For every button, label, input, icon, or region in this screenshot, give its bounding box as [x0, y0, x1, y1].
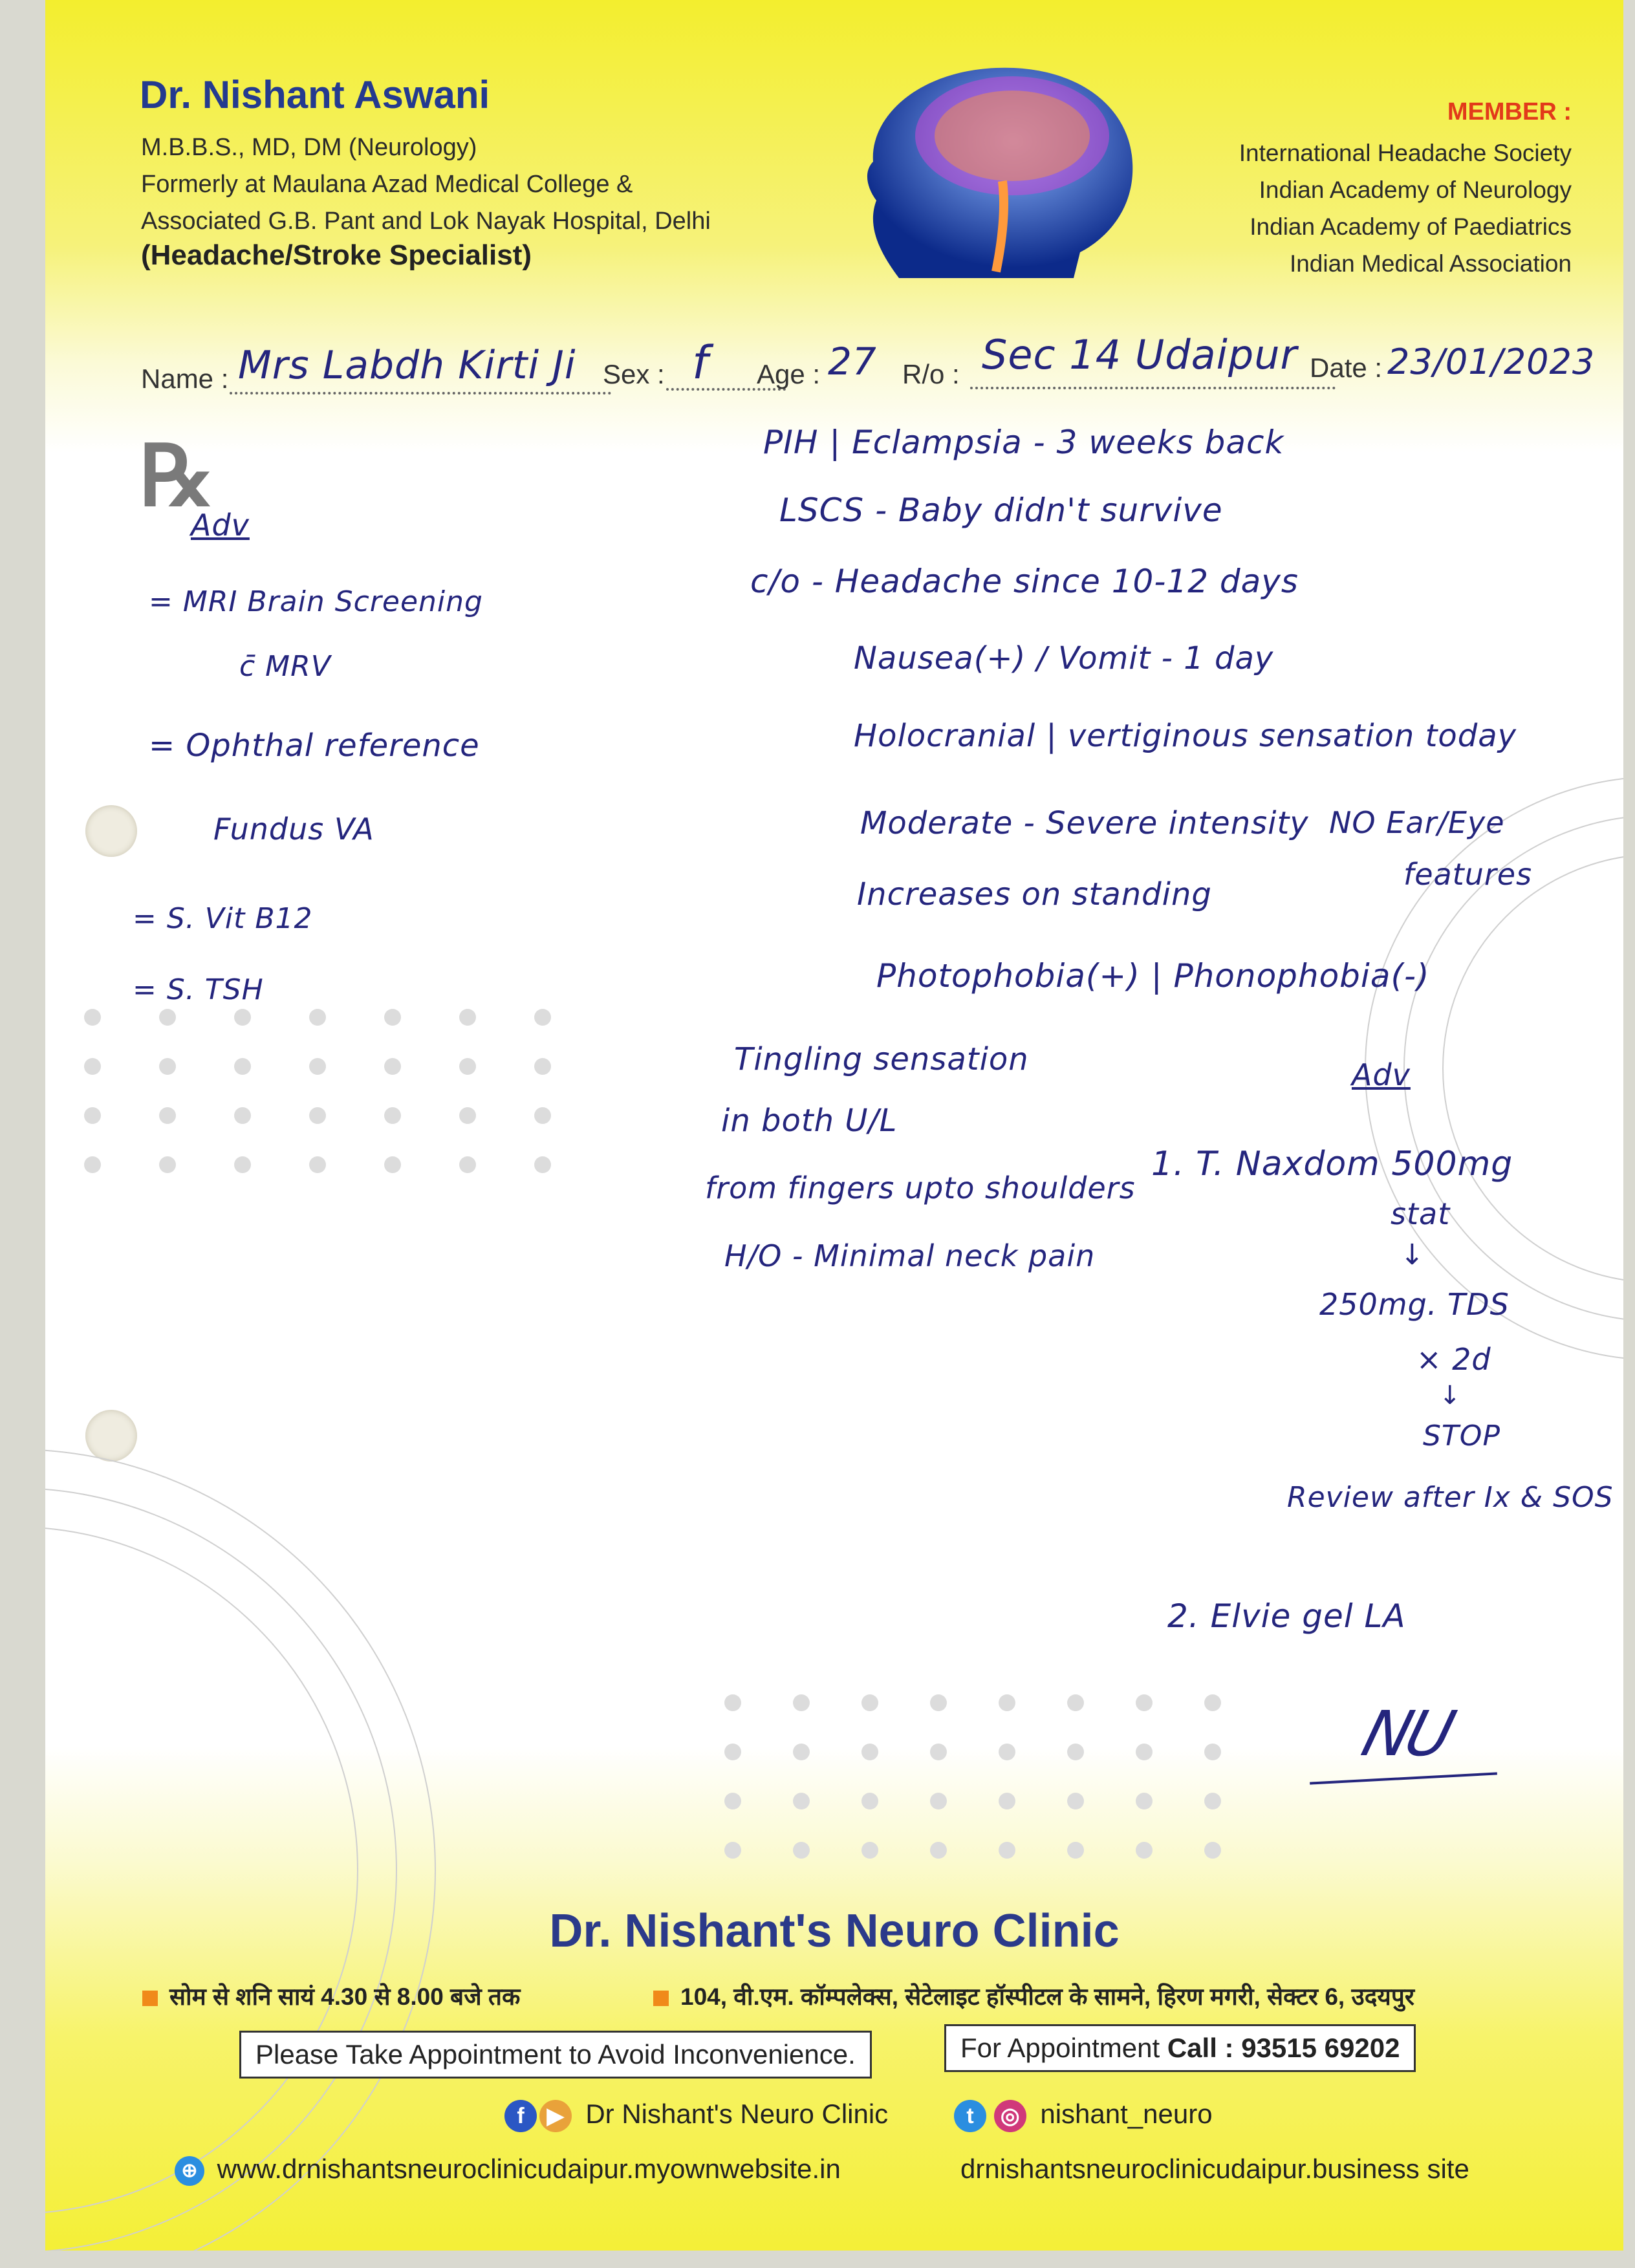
history-line: LSCS - Baby didn't survive [779, 491, 1223, 529]
call-box [944, 2024, 1416, 2072]
patient-residence: Sec 14 Udaipur [982, 331, 1297, 378]
treatment-line: 1. T. Naxdom 500mg [1151, 1145, 1513, 1183]
membership-item: Indian Medical Association [1289, 250, 1572, 277]
date-label: Date : [1310, 352, 1383, 383]
punch-hole-top [85, 805, 137, 857]
treatment-heading: Adv [1352, 1057, 1411, 1092]
appointment-note-box: Please Take Appointment to Avoid Inconvenience. [239, 2031, 872, 2079]
treatment-line: × 2d [1416, 1342, 1491, 1377]
website-row-2 [960, 2154, 1469, 2185]
facebook-icon: f [504, 2100, 537, 2132]
membership-item: International Headache Society [1239, 140, 1572, 166]
history-line: Holocranial | vertiginous sensation today [854, 718, 1517, 754]
tingling-line: from fingers upto shoulders [705, 1171, 1136, 1205]
left-note: = MRI Brain Screening [149, 585, 483, 618]
facebook-name[interactable]: Dr Nishant's Neuro Clinic [585, 2099, 889, 2129]
youtube-icon: ▶ [539, 2100, 572, 2132]
history-line: c/o - Headache since 10-12 days [750, 563, 1299, 600]
patient-name: Mrs Labdh Kirti Ji [238, 343, 576, 388]
membership-list [1239, 135, 1572, 282]
call-number: Call : 93515 69202 [1167, 2033, 1400, 2063]
side-note: features [1403, 857, 1533, 892]
patient-age: 27 [828, 340, 877, 383]
decorative-dots-left [84, 1009, 551, 1173]
visit-date: 23/01/2023 [1387, 341, 1596, 382]
left-note: = S. TSH [133, 973, 264, 1006]
history-line: Nausea(+) / Vomit - 1 day [854, 640, 1274, 676]
history-line: Moderate - Severe intensity [860, 805, 1309, 841]
prescription-sheet [45, 0, 1623, 2251]
bullet-square [653, 1991, 669, 2006]
brain-head-logo [841, 58, 1151, 297]
bullet-square [142, 1991, 158, 2006]
website-link-1[interactable]: www.drnishantsneuroclinicudaipur.myownwebsite.in [217, 2154, 841, 2184]
treatment-line: 250mg. TDS [1319, 1287, 1510, 1322]
timing-text: सोम से शनि सायं 4.30 से 8.00 बजे तक [169, 1983, 521, 2010]
residence-label: R/o : [902, 359, 960, 389]
patient-sex: f [692, 336, 709, 389]
degrees: M.B.B.S., MD, DM (Neurology) [141, 134, 477, 161]
name-dotted-line [230, 392, 611, 394]
clinic-timing [142, 1979, 520, 2012]
residence-dotted-line [970, 387, 1336, 389]
history-line: Increases on standing [857, 876, 1212, 913]
social-handle-row [954, 2099, 1213, 2132]
history-line: Photophobia(+) | Phonophobia(-) [876, 957, 1430, 995]
rx-symbol: ℞ [139, 431, 215, 524]
treatment-line: STOP [1423, 1420, 1500, 1453]
clinic-address [653, 1979, 1414, 2012]
treatment-line: stat [1391, 1196, 1451, 1231]
formerly-line-2: Associated G.B. Pant and Lok Nayak Hospital, Delhi [141, 208, 711, 235]
left-advice-heading: Adv [191, 508, 250, 543]
membership-item: Indian Academy of Paediatrics [1250, 213, 1572, 240]
member-title: MEMBER : [1447, 98, 1572, 125]
twitter-icon: t [954, 2100, 986, 2132]
doctor-signature: NU [1354, 1698, 1459, 1770]
history-line: PIH | Eclampsia - 3 weeks back [763, 424, 1284, 461]
left-note: = Ophthal reference [149, 728, 480, 764]
sex-label: Sex : [603, 359, 665, 389]
signature-underline [1310, 1772, 1497, 1784]
tingling-line: in both U/L [721, 1103, 898, 1139]
specialty: (Headache/Stroke Specialist) [141, 239, 532, 271]
side-note: NO Ear/Eye [1329, 805, 1505, 840]
doctor-qualifications [141, 129, 711, 240]
membership-item: Indian Academy of Neurology [1259, 177, 1572, 203]
globe-icon: ⊕ [175, 2156, 204, 2186]
social-row [504, 2099, 888, 2132]
tingling-line: Tingling sensation [734, 1041, 1029, 1077]
punch-hole-bottom [85, 1410, 137, 1462]
age-label: Age : [757, 359, 821, 389]
instagram-icon: ◎ [994, 2100, 1026, 2132]
name-label: Name : [141, 363, 229, 394]
tingling-line: H/O - Minimal neck pain [724, 1238, 1096, 1273]
website-link-2[interactable]: drnishantsneuroclinicudaipur.business site [960, 2154, 1469, 2184]
treatment-line: 2. Elvie gel LA [1167, 1597, 1406, 1635]
left-note: Fundus VA [213, 812, 374, 847]
treatment-line: ↓ [1439, 1381, 1462, 1410]
clinic-name: Dr. Nishant's Neuro Clinic [549, 1905, 1120, 1957]
address-text: 104, वी.एम. कॉम्पलेक्स, सेटेलाइट हॉस्पीटल के सामने, हिरण मगरी, सेक्टर 6, उदयपुर [680, 1983, 1414, 2010]
call-prefix: For Appointment [960, 2033, 1167, 2063]
website-row [175, 2154, 841, 2186]
social-handle[interactable]: nishant_neuro [1040, 2099, 1213, 2129]
treatment-line: ↓ [1400, 1238, 1425, 1271]
decorative-dots-bottom [724, 1694, 1221, 1859]
left-note: = S. Vit B12 [133, 902, 313, 935]
formerly-line-1: Formerly at Maulana Azad Medical College & [141, 171, 633, 198]
doctor-name: Dr. Nishant Aswani [140, 73, 490, 116]
left-note: c̄ MRV [239, 650, 331, 683]
treatment-line: Review after Ix & SOS [1287, 1481, 1614, 1514]
